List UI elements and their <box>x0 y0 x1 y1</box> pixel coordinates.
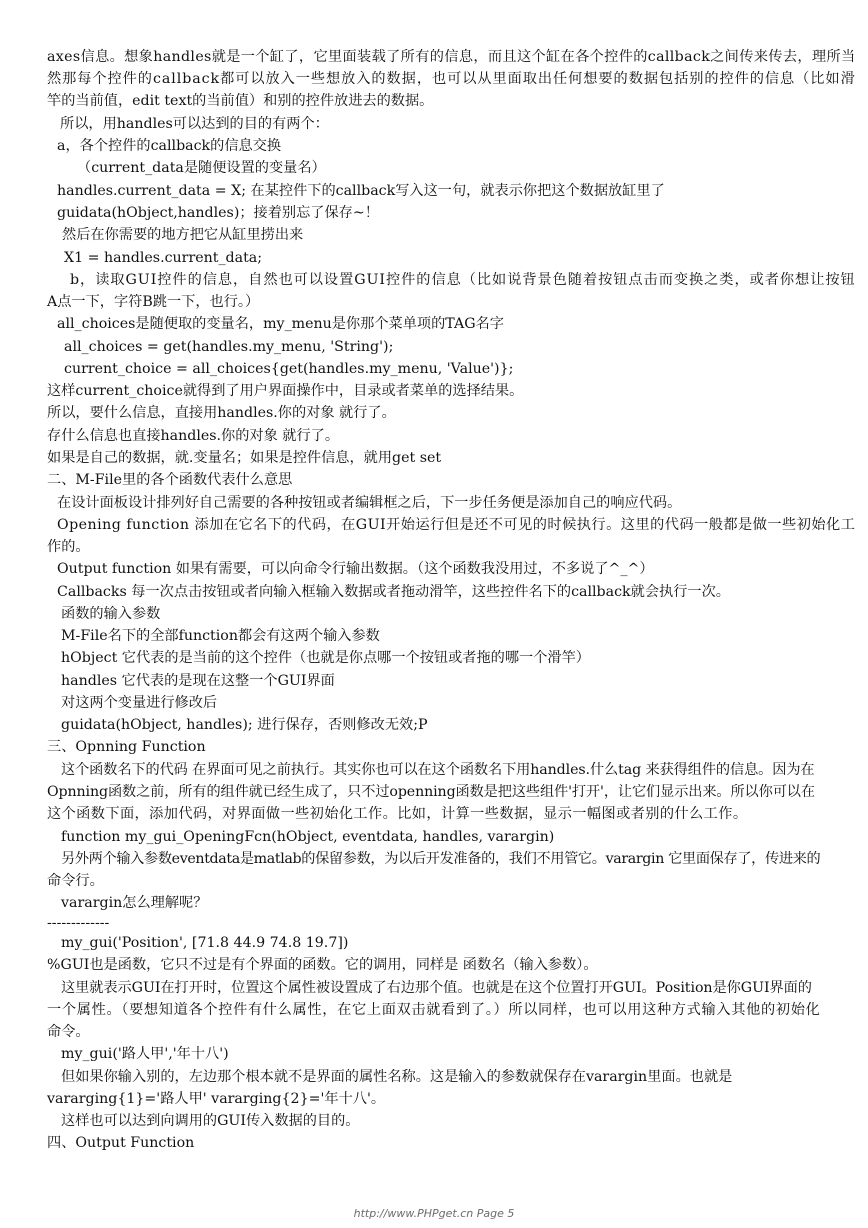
text-line: Output function 如果有需要，可以向命令行输出数据。（这个函数我没用过，不多说了^_^） <box>57 561 654 577</box>
text-line: 命令行。 <box>47 873 104 889</box>
text-line: a，各个控件的callback的信息交换 <box>57 138 282 154</box>
text-line: hObject 它代表的是当前的这个控件（也就是你点哪一个按钮或者拖的哪一个滑竿） <box>61 650 590 666</box>
text-line: X1 = handles.current_data; <box>64 250 263 266</box>
text-line: varargin怎么理解呢？ <box>61 895 208 911</box>
text-line: 然那每个控件的callback都可以放入一些想放入的数据，也可以从里面取出任何想要的数据包括别的控件的信息（比如滑 <box>47 71 856 87</box>
text-line: 命令。 <box>47 1024 90 1040</box>
text-line: A点一下，字符B跳一下，也行。） <box>47 294 260 310</box>
text-line: 这样也可以达到向调用的GUI传入数据的目的。 <box>61 1113 360 1129</box>
text-line: function my_gui_OpeningFcn(hObject, eventdata, handles, varargin) <box>61 829 555 845</box>
text-line: 二、M-File里的各个函数代表什么意思 <box>47 472 293 488</box>
text-line: 这个函数下面，添加代码，对界面做一些初始化工作。比如，计算一些数据，显示一幅图或者别的什么工作。 <box>47 806 748 822</box>
text-line: my_gui('路人甲','年十八') <box>61 1046 229 1062</box>
text-line: Opnning函数之前，所有的组件就已经生成了，只不过openning函数是把这些组件'打开'，让它们显示出来。所以你可以在 <box>47 784 815 800</box>
text-line: 但如果你输入别的，左边那个根本就不是界面的属性名称。这是输入的参数就保存在varargin里面。也就是 <box>61 1069 733 1085</box>
text-line: axes信息。想象handles就是一个缸了，它里面装载了所有的信息，而且这个缸在各个控件的callback之间传来传去，理所当 <box>47 49 856 65</box>
text-line: 四、Output Function <box>47 1135 195 1151</box>
text-line: current_choice = all_choices{get(handles.my_menu, 'Value')}; <box>64 361 514 377</box>
text-line: （current_data是随便设置的变量名） <box>77 160 326 176</box>
text-line: all_choices = get(handles.my_menu, 'String'); <box>64 339 394 355</box>
page-footer: http://www.PHPget.cn Page 5 <box>353 1207 515 1220</box>
text-line: 对这两个变量进行修改后 <box>61 695 218 711</box>
text-line: Callbacks 每一次点击按钮或者向输入框输入数据或者拖动滑竿，这些控件名下的callback就会执行一次。 <box>57 584 730 600</box>
text-line: 这个函数名下的代码 在界面可见之前执行。其实你也可以在这个函数名下用handles.什么tag 来获得组件的信息。因为在 <box>61 762 815 778</box>
text-line: 所以，要什么信息，直接用handles.你的对象 就行了。 <box>47 405 396 421</box>
text-line: 这里就表示GUI在打开时，位置这个属性被设置成了右边那个值。也就是在这个位置打开GUI。Position是你GUI界面的 <box>61 980 812 996</box>
text-line: handles.current_data = X; 在某控件下的callback写入这一句，就表示你把这个数据放缸里了 <box>57 183 665 199</box>
text-line: M-File名下的全部function都会有这两个输入参数 <box>61 628 380 644</box>
text-line: 然后在你需要的地方把它从缸里捞出来 <box>62 227 304 243</box>
text-line: handles 它代表的是现在这整一个GUI界面 <box>61 673 335 689</box>
text-line: 所以，用handles可以达到的目的有两个： <box>60 116 329 132</box>
text-line: ------------- <box>47 915 110 931</box>
text-line: my_gui('Position', [71.8 44.9 74.8 19.7]) <box>61 935 349 951</box>
text-line: 这样current_choice就得到了用户界面操作中，目录或者菜单的选择结果。 <box>47 383 524 399</box>
text-line: b，读取GUI控件的信息，自然也可以设置GUI控件的信息（比如说背景色随着按钮点击而变换之类，或者你想让按钮 <box>70 272 856 288</box>
text-line: vararging{1}='路人甲' vararging{2}='年十八'。 <box>47 1091 386 1107</box>
text-line: 竿的当前值，edit text的当前值）和别的控件放进去的数据。 <box>47 93 434 109</box>
text-line: %GUI也是函数，它只不过是有个界面的函数。它的调用，同样是 函数名（输入参数）。 <box>47 957 598 973</box>
text-line: Opening function 添加在它名下的代码，在GUI开始运行但是还不可见的时候执行。这里的代码一般都是做一些初始化工 <box>57 517 856 533</box>
text-line: 三、Opnning Function <box>47 739 206 755</box>
text-line: 另外两个输入参数eventdata是matlab的保留参数，为以后开发准备的，我们不用管它。varargin 它里面保存了，传进来的 <box>61 851 821 867</box>
text-line: 函数的输入参数 <box>61 606 161 622</box>
text-line: 存什么信息也直接handles.你的对象 就行了。 <box>47 428 340 444</box>
text-line: 在设计面板设计排列好自己需要的各种按钮或者编辑框之后，下一步任务便是添加自己的响应代码。 <box>57 495 682 511</box>
text-line: 作的。 <box>47 539 90 555</box>
text-line: all_choices是随便取的变量名，my_menu是你那个菜单项的TAG名字 <box>57 316 504 332</box>
text-line: guidata(hObject, handles); 进行保存，否则修改无效;P <box>61 717 428 733</box>
text-line: 一个属性。（要想知道各个控件有什么属性，在它上面双击就看到了。）所以同样，也可以用这种方式输入其他的初始化 <box>47 1002 821 1018</box>
text-line: guidata(hObject,handles)；接着别忘了保存~！ <box>57 205 379 221</box>
text-line: 如果是自己的数据，就.变量名；如果是控件信息，就用get set <box>47 450 442 466</box>
